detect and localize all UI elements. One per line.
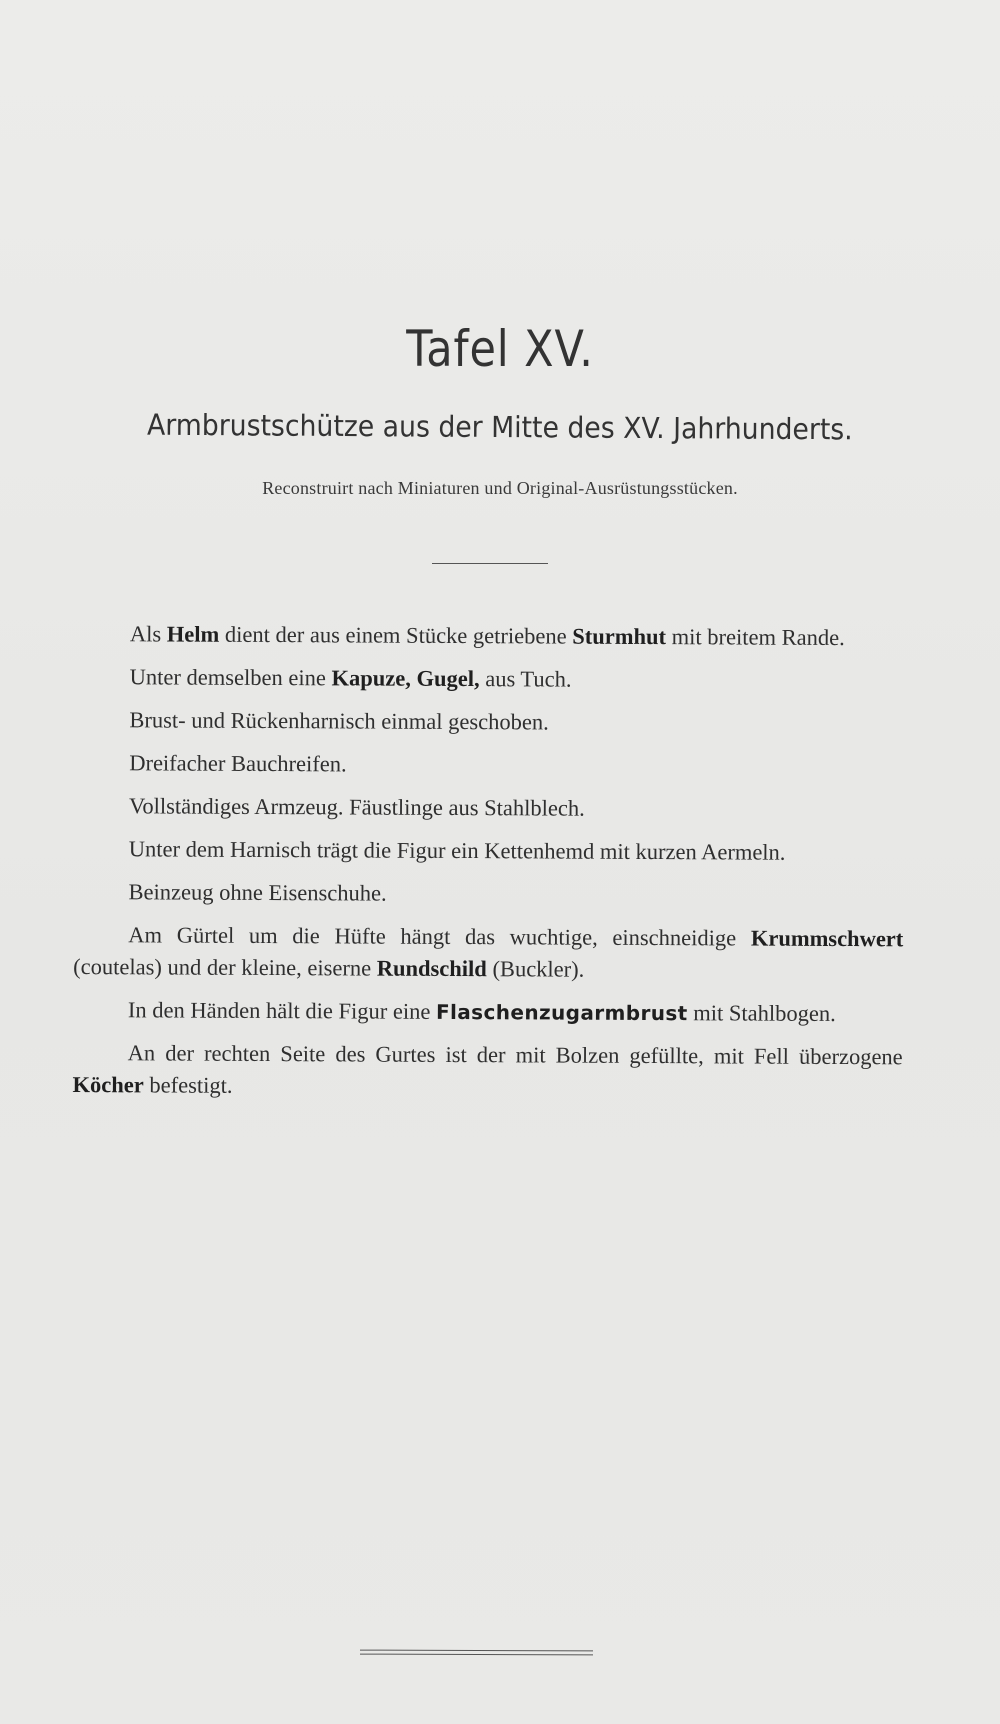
keyword-flaschenzugarmbrust: Flaschenzugarmbrust bbox=[435, 999, 688, 1026]
text: Unter demselben eine bbox=[129, 664, 332, 691]
text: In den Händen hält die Figur eine bbox=[127, 997, 437, 1024]
paragraph-bauchreifen: Dreifacher Bauchreifen. bbox=[129, 750, 347, 777]
paragraph-harnisch: Brust- und Rückenharnisch einmal geschoben. bbox=[129, 707, 549, 735]
text: Als bbox=[129, 621, 167, 647]
keyword-kapuze: Kapuze, Gugel, bbox=[331, 665, 480, 692]
text: mit breitem Rande. bbox=[666, 624, 845, 651]
plate-subtitle: Armbrustschütze aus der Mitte des XV. Jahrhunderts. bbox=[146, 407, 853, 447]
keyword-helm: Helm bbox=[166, 621, 220, 647]
text: dient der aus einem Stücke getriebene bbox=[219, 621, 573, 649]
end-divider bbox=[360, 1650, 593, 1656]
description-body bbox=[72, 618, 905, 1116]
text: befestigt. bbox=[143, 1072, 233, 1098]
section-divider bbox=[432, 563, 548, 564]
keyword-rundschild: Rundschild bbox=[376, 955, 487, 982]
text: mit Stahlbogen. bbox=[687, 1000, 836, 1026]
paragraph-armzeug: Vollständiges Armzeug. Fäustlinge aus Stahlblech. bbox=[128, 793, 585, 821]
reconstruction-note: Reconstruirt nach Miniaturen und Original-Ausrüstungsstücken. bbox=[262, 478, 738, 498]
paragraph-armbrust bbox=[73, 994, 903, 1030]
text: Am Gürtel um die Hüfte hängt das wuchtige, einschneidige bbox=[128, 922, 751, 951]
keyword-krummschwert: Krummschwert bbox=[750, 925, 904, 952]
keyword-sturmhut: Sturmhut bbox=[572, 623, 667, 650]
text: An der rechten Seite des Gurtes ist der mit Bolzen gefüllte, mit Fell überzogene bbox=[127, 1040, 903, 1070]
paragraph-kettenhemd: Unter dem Harnisch trägt die Figur ein Kettenhemd mit kurzen Aermeln. bbox=[128, 836, 786, 865]
keyword-koecher: Köcher bbox=[72, 1071, 144, 1098]
paragraph-koecher bbox=[72, 1037, 902, 1105]
paragraph-guertel bbox=[73, 919, 903, 987]
text: (Buckler). bbox=[486, 956, 585, 982]
paragraph-kapuze bbox=[75, 661, 905, 697]
text: (coutelas) und der kleine, eiserne bbox=[73, 953, 377, 981]
paragraph-beinzeug: Beinzeug ohne Eisenschuhe. bbox=[128, 879, 387, 906]
plate-title: Tafel XV. bbox=[406, 320, 594, 378]
text: aus Tuch. bbox=[479, 666, 572, 692]
paragraph-helm bbox=[75, 618, 905, 654]
